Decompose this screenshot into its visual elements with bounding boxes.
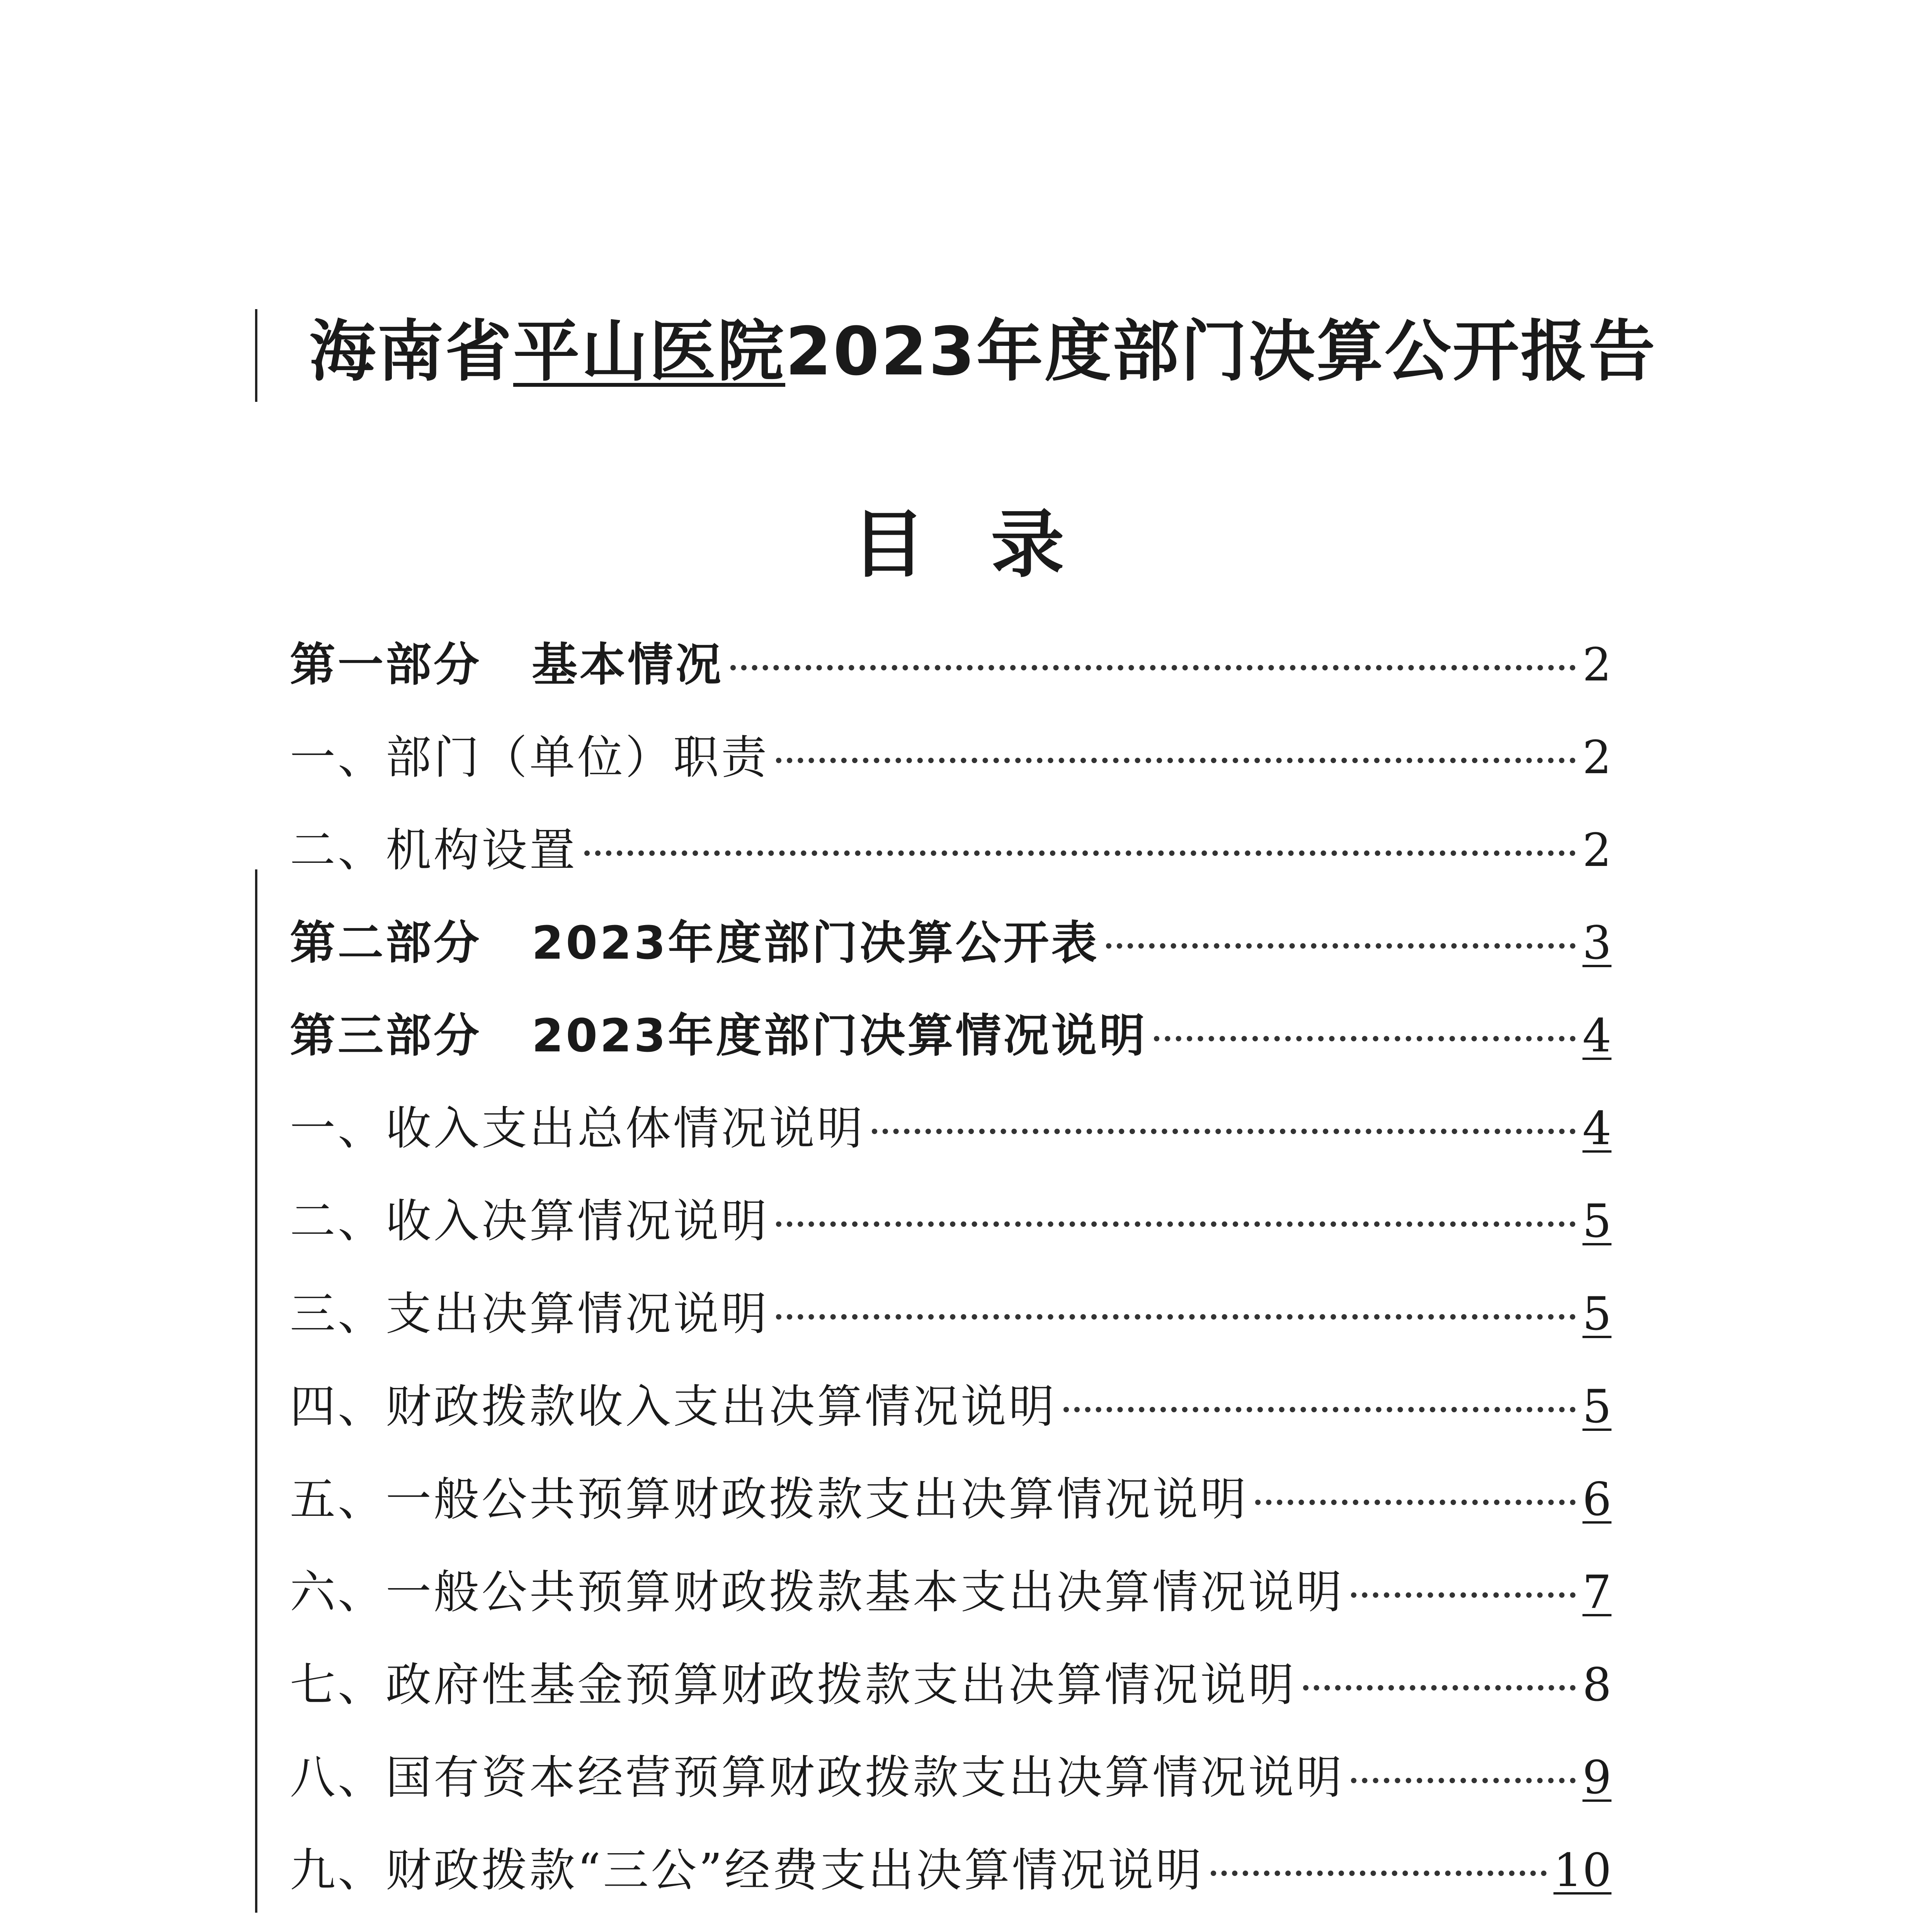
toc-leader-dots (1255, 1500, 1576, 1505)
toc-page-number: 5 (1582, 1194, 1611, 1248)
toc-section-entry[interactable] (290, 1082, 1611, 1175)
toc-leader-dots (776, 1314, 1576, 1320)
toc-page-number: 3 (1582, 916, 1611, 969)
toc-entry-label (290, 618, 723, 711)
toc-page-number: 2 (1582, 823, 1611, 877)
toc-entry-text: 2023年度部门决算公开表 (532, 916, 1099, 969)
toc-section-entry[interactable] (290, 1731, 1611, 1824)
toc-section-entry[interactable] (290, 1267, 1611, 1360)
toc-entry-label (290, 1175, 769, 1267)
toc-section-entry[interactable] (290, 711, 1611, 804)
toc-section-entry[interactable] (290, 1546, 1611, 1638)
toc-entry-label (290, 804, 577, 896)
toc-page-number: 2 (1582, 638, 1611, 691)
toc-page-number: 4 (1582, 1102, 1611, 1155)
toc-part-prefix: 第一部分 (290, 638, 482, 691)
toc-entry-label (290, 1082, 865, 1175)
toc-leader-dots (730, 665, 1576, 670)
toc-entry-text: 五、一般公共预算财政拨款支出决算情况说明 (290, 1473, 1249, 1526)
toc-leader-dots (872, 1129, 1576, 1134)
toc-page-number: 8 (1582, 1658, 1611, 1711)
toc-section-entry[interactable] (290, 1917, 1611, 1932)
toc-entry-label (290, 1824, 1204, 1917)
toc-entry-text: 八、国有资本经营预算财政拨款支出决算情况说明 (290, 1751, 1344, 1804)
toc-entry-text: 2023年度部门决算情况说明 (532, 1009, 1147, 1062)
toc-page-number: 5 (1582, 1380, 1611, 1433)
toc-entry-text: 一、收入支出总体情况说明 (290, 1102, 865, 1155)
toc-entry-text: 九、财政拨款“三公”经费支出决算情况说明 (290, 1844, 1204, 1897)
toc-part-entry[interactable] (290, 618, 1611, 711)
toc-part-entry[interactable] (290, 989, 1611, 1082)
toc-leader-dots (584, 850, 1576, 856)
toc-leader-dots (776, 1221, 1576, 1227)
toc-entry-text: 基本情况 (532, 638, 724, 691)
toc-entry-label (290, 711, 769, 804)
toc-entry-label (290, 1917, 769, 1932)
toc-page-number (1554, 1917, 1611, 1932)
report-title (309, 309, 1700, 394)
toc-page-number: 5 (1582, 1287, 1611, 1340)
toc-page-number: 6 (1582, 1473, 1611, 1526)
toc-page-number: 10 (1553, 1844, 1611, 1897)
toc-part-prefix: 第二部分 (290, 916, 482, 969)
toc-entry-label (290, 1453, 1248, 1546)
toc-entry-label (290, 1638, 1296, 1731)
toc-leader-dots (1106, 943, 1575, 949)
toc-entry-text: 六、一般公共预算财政拨款基本支出决算情况说明 (290, 1565, 1344, 1619)
toc-section-entry[interactable] (290, 804, 1611, 896)
toc-part-prefix: 第三部分 (290, 1009, 482, 1062)
toc-entry-text: 三、支出决算情况说明 (290, 1287, 769, 1340)
toc-entry-label (290, 1731, 1344, 1824)
toc-section-entry[interactable] (290, 1638, 1611, 1731)
toc-part-entry[interactable] (290, 896, 1611, 989)
toc-entry-text: 二、机构设置 (290, 823, 578, 877)
toc-leader-dots (1351, 1592, 1576, 1598)
toc-leader-dots (1063, 1407, 1576, 1412)
toc-section-entry[interactable] (290, 1175, 1611, 1267)
table-of-contents (290, 618, 1611, 1932)
toc-entry-label (290, 896, 1099, 989)
toc-entry-label (290, 1267, 769, 1360)
toc-leader-dots (1154, 1036, 1575, 1041)
report-title-prefix: 海南省 (309, 313, 513, 390)
toc-entry-text: 一、部门（单位）职责 (290, 731, 769, 784)
toc-page-number: 9 (1582, 1751, 1611, 1804)
toc-entry-label (290, 1546, 1344, 1638)
toc-heading: 目录 (851, 502, 1130, 587)
toc-leader-dots (776, 758, 1576, 763)
toc-section-entry[interactable] (290, 1360, 1611, 1453)
toc-entry-label (290, 1360, 1057, 1453)
toc-section-entry[interactable] (290, 1453, 1611, 1546)
margin-mark-title (255, 309, 257, 402)
report-title-organization: 平山医院 (513, 313, 785, 390)
toc-entry-text: 七、政府性基金预算财政拨款支出决算情况说明 (290, 1658, 1297, 1711)
toc-page-number: 2 (1582, 731, 1611, 784)
toc-leader-dots (1211, 1871, 1547, 1876)
toc-entry-label (290, 989, 1147, 1082)
toc-section-entry[interactable] (290, 1824, 1611, 1917)
toc-page-number: 4 (1582, 1009, 1611, 1062)
toc-entry-text: 二、收入决算情况说明 (290, 1194, 769, 1248)
margin-mark-middle (255, 869, 257, 1913)
toc-page-number: 7 (1582, 1565, 1611, 1619)
report-title-suffix: 2023年度部门决算公开报告 (785, 313, 1657, 390)
toc-leader-dots (1303, 1685, 1576, 1690)
toc-entry-text: 四、财政拨款收入支出决算情况说明 (290, 1380, 1057, 1433)
toc-leader-dots (1351, 1778, 1576, 1783)
